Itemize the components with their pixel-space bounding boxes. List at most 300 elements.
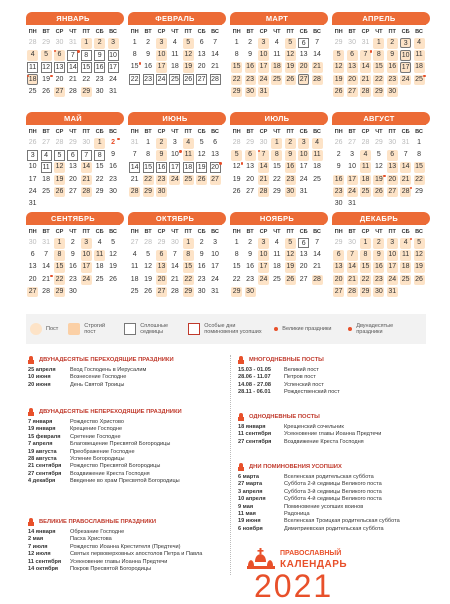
day-cell [359,149,372,161]
day-number: 29 [360,287,371,298]
day-cell [243,61,256,73]
day-number: 9 [94,50,105,61]
day-cell [93,149,106,161]
day-cell [53,186,66,198]
day-number: 27 [68,187,77,195]
day-cell [168,286,181,298]
item-name: Крещение Господне [70,426,123,433]
day-number [129,87,140,98]
day-cell [372,61,385,73]
weekday-label: ПТ [286,129,294,135]
day-number: 17 [299,163,308,171]
day-number: 27 [246,187,254,195]
day-cell [230,37,243,49]
day-number: 28 [400,187,411,198]
day-number: 22 [272,175,281,183]
weekday-label: ПН [334,29,343,35]
weekday-row [332,128,426,137]
day-cell [195,74,208,86]
day-cell [399,149,412,161]
day-cell [257,86,270,98]
day-cell [26,186,39,198]
day-cell [412,161,425,173]
day-number: 8 [234,51,239,59]
item-date: 19 января [28,426,56,433]
day-cell [106,237,119,249]
day-cell [128,249,141,261]
day-cell [297,237,310,249]
day-number: 25 [414,75,425,86]
list-item [238,439,381,446]
item-name: Поминовение усопших воинов [284,503,364,510]
day-cell [26,174,39,186]
day-number: 24 [347,187,358,198]
day-number: 15 [130,63,139,71]
day-number [258,287,269,298]
day-number: 13 [156,262,167,273]
day-number: 20 [387,175,398,186]
weekday-label: СБ [197,129,206,135]
day-cell [257,49,270,61]
item-name: Введение во храм Пресвятой Богородицы [70,478,180,485]
day-cell [26,37,39,49]
day-number: 14 [347,262,358,273]
day-number [183,87,194,98]
day-number: 24 [28,187,37,195]
day-number: 20 [211,164,219,172]
day-cell [80,237,93,249]
day-cell [80,261,93,273]
day-number: 29 [246,139,254,146]
dome-icon [28,518,34,526]
day-grid [128,237,222,298]
day-number: 7 [172,251,177,259]
day-cell [270,74,283,86]
day-cell [53,37,66,49]
day-number: 23 [245,75,256,86]
day-number: 2 [199,239,204,246]
weekday-label: СР [157,229,166,235]
weekday-label: ВТ [348,129,356,135]
month-card [26,212,120,306]
section-fixed-feasts [28,408,182,486]
day-number: 8 [417,151,421,159]
item-date: 12 июля [28,551,51,558]
day-cell [182,61,195,73]
section-title: ВЕЛИКИЕ ПРАВОСЛАВНЫЕ ПРАЗДНИКИ [28,518,202,526]
day-cell [141,161,154,173]
weekday-row [26,228,120,237]
day-cell [297,174,310,186]
item-date: 6 ноября [238,525,263,532]
day-number: 4 [97,239,102,246]
list-item [28,566,202,573]
weekday-label: ВС [109,29,117,35]
day-number: 28 [312,75,323,86]
day-number: 2 [285,138,296,149]
day-number: 24 [109,75,117,83]
day-number: 25 [360,187,371,198]
day-number: 6 [347,50,358,61]
day-number: 7 [315,239,319,246]
day-cell [39,261,52,273]
day-cell [80,61,93,73]
day-number: 12 [414,250,425,261]
day-number: 22 [130,76,139,84]
day-cell [386,237,399,249]
day-number: 29 [231,287,242,298]
day-number: 29 [81,87,92,98]
day-cell [53,237,66,249]
day-cell [386,49,399,61]
item-date: 7 января [28,419,53,425]
day-cell [270,161,283,173]
day-cell [310,286,323,298]
day-cell [243,237,256,249]
day-cell [39,61,52,73]
day-number: 23 [95,75,104,83]
day-cell [359,61,372,73]
day-cell [80,49,93,61]
day-cell [208,186,221,198]
day-number: 30 [334,199,343,207]
day-cell [345,86,358,98]
day-number: 29 [95,187,104,195]
day-number: 8 [271,150,282,161]
day-cell [80,86,93,98]
day-number: 11 [400,250,411,261]
day-number: 21 [258,175,269,186]
weekday-label: ЧТ [171,229,179,235]
day-cell [310,37,323,49]
day-cell [141,237,154,249]
day-number: 28 [211,76,219,84]
day-cell [39,161,52,173]
day-cell [128,237,141,249]
day-number: 9 [146,51,151,59]
day-cell [39,249,52,261]
day-cell [208,149,221,161]
day-number [298,287,309,298]
day-cell [345,137,358,149]
day-cell [141,286,154,298]
day-cell [106,86,119,98]
legend-fast: Пост [30,323,58,335]
day-cell [243,286,256,298]
weekday-label: ЧТ [171,129,179,135]
day-cell [128,186,141,198]
day-cell [243,86,256,98]
day-cell [208,37,221,49]
dome-icon [238,356,244,364]
day-number: 1 [94,138,105,149]
day-cell [230,49,243,61]
weekday-label: ПН [28,29,37,35]
day-cell [270,86,283,98]
month-card [230,112,324,206]
day-cell [66,174,79,186]
day-number [196,187,207,198]
calendar-grid [26,12,426,308]
day-number: 6 [54,50,65,61]
day-number: 28 [232,139,241,146]
day-number: 16 [144,63,152,71]
item-date: 11 мая [238,511,256,518]
item-name: Великий пост [284,367,319,373]
twelve-dot-icon [348,327,352,331]
day-cell [297,161,310,173]
item-date: 10 апреля [238,496,266,503]
weekday-label: СБ [401,129,410,135]
day-number: 26 [28,139,37,146]
day-cell [359,74,372,86]
day-cell [182,161,195,173]
weekday-label: ВС [415,229,423,235]
day-cell [372,149,385,161]
day-cell [128,261,141,273]
day-number: 29 [374,139,383,146]
day-cell [345,49,358,61]
month-title: ОКТЯБРЬ [128,212,222,225]
day-number: 23 [68,275,77,283]
day-number: 7 [213,39,217,46]
day-cell [386,274,399,286]
day-cell [128,61,141,73]
weekday-label: ЧТ [69,29,77,35]
day-number: 26 [333,87,344,98]
day-number: 25 [28,87,37,95]
item-date: 6 марта [238,474,260,480]
day-cell [284,249,297,261]
day-cell [80,149,93,161]
day-number: 31 [299,187,308,195]
day-number: 11 [360,162,371,173]
list-item [28,544,202,551]
day-cell [208,49,221,61]
day-number: 24 [258,75,269,86]
day-cell [53,137,66,149]
day-cell [399,137,412,149]
day-cell [155,74,168,86]
day-number: 28 [68,87,77,95]
day-cell [26,249,39,261]
weekday-label: ВС [109,229,117,235]
day-cell [182,186,195,198]
day-number: 15 [82,64,91,72]
day-number: 14 [81,162,92,173]
day-cell [93,286,106,298]
list-item [238,526,400,533]
month-title: ДЕКАБРЬ [332,212,426,225]
day-cell [182,274,195,286]
day-number: 23 [387,75,398,86]
day-cell [80,37,93,49]
day-cell [386,286,399,298]
day-number: 29 [143,187,154,198]
item-name: Преображение Господне [70,448,135,455]
day-number: 20 [333,275,344,286]
day-cell [182,49,195,61]
day-number: 15 [360,262,371,273]
legend-great: Великие праздники [274,326,338,333]
day-cell [230,237,243,249]
day-cell [359,274,372,286]
day-number: 13 [299,51,308,59]
day-number: 30 [285,187,296,198]
day-cell [208,174,221,186]
day-cell [195,61,208,73]
day-cell [270,137,283,149]
day-cell [66,49,79,61]
dome-icon [28,356,34,364]
day-number: 18 [271,62,282,73]
section-title: ДВУНАДЕСЯТЫЕ НЕПЕРЕХОДЯЩИЕ ПРАЗДНИКИ [28,408,182,416]
day-cell [257,249,270,261]
weekday-row [230,28,324,37]
day-number: 7 [315,39,319,46]
day-number: 27 [27,287,38,298]
day-cell [399,286,412,298]
day-number: 22 [95,175,104,183]
day-cell [284,137,297,149]
day-number [143,87,154,98]
day-number: 31 [387,287,398,298]
month-card [26,12,120,106]
day-cell [332,198,345,210]
day-cell [208,61,221,73]
day-cell [26,49,39,61]
day-number: 13 [211,151,219,159]
day-number [81,287,92,298]
day-number: 19 [414,262,425,273]
day-cell [182,237,195,249]
day-cell [243,174,256,186]
day-cell [66,74,79,86]
day-number: 15 [144,164,152,172]
weekday-row [26,128,120,137]
day-cell [345,174,358,186]
day-cell [332,74,345,86]
day-number [414,87,425,98]
day-number: 12 [197,151,206,159]
item-name: Усекновение главы Иоанна Предтечи [70,558,168,565]
weekday-label: ВТ [42,29,50,35]
day-number: 15 [373,62,384,73]
day-cell [332,174,345,186]
day-cell [230,137,243,149]
day-number: 1 [234,39,239,46]
memorial-swatch-icon [188,323,200,335]
day-number: 11 [183,150,194,161]
day-number: 30 [388,139,397,146]
weekday-row [230,228,324,237]
day-number: 17 [387,262,398,273]
item-name: Успенский пост [284,381,324,388]
day-number: 23 [156,175,167,186]
day-cell [412,286,425,298]
day-cell [386,61,399,73]
day-number: 14 [42,263,50,271]
day-number: 26 [414,275,425,286]
day-cell [155,137,168,149]
weekday-label: СР [55,129,64,135]
day-number: 4 [360,150,371,161]
weekday-label: ЧТ [273,29,281,35]
day-cell [93,49,106,61]
weekday-label: СР [259,229,268,235]
day-number: 25 [95,275,104,283]
weekday-row [128,228,222,237]
day-number [400,287,411,298]
weekday-label: ПН [232,129,241,135]
day-cell [310,249,323,261]
day-number: 10 [81,250,92,261]
weekday-label: ПН [130,29,139,35]
day-number: 6 [213,139,217,146]
weekday-label: СБ [299,29,308,35]
day-number: 5 [285,38,296,49]
day-cell [332,274,345,286]
day-number: 2 [111,139,115,146]
day-number: 30 [109,187,117,195]
day-number: 24 [211,275,219,283]
day-number: 19 [109,263,117,271]
day-number [312,87,323,98]
day-number: 13 [68,163,77,171]
day-cell [359,249,372,261]
item-name: Радоница [284,511,310,518]
day-number: 26 [109,275,117,283]
day-number: 18 [400,262,411,273]
item-name: Вознесение Господне [70,374,127,381]
day-cell [297,249,310,261]
day-cell [243,74,256,86]
day-cell [195,137,208,149]
day-cell [310,274,323,286]
day-cell [155,61,168,73]
month-card [128,12,222,106]
day-cell [310,86,323,98]
weekday-label: ВТ [144,29,152,35]
day-cell [297,86,310,98]
item-date: 25 апреля [28,367,56,373]
item-name: Суббота 3-й седмицы Великого поста [284,488,382,495]
day-number: 17 [258,62,269,73]
item-date: 18 января [238,424,266,430]
day-cell [310,261,323,273]
day-number: 11 [42,164,50,172]
day-cell [372,74,385,86]
day-grid [332,237,426,298]
day-cell [39,37,52,49]
day-number: 22 [414,175,425,186]
day-number: 27 [156,287,167,298]
day-number: 22 [183,275,194,286]
day-number: 18 [170,63,179,71]
day-cell [332,86,345,98]
day-number: 31 [401,139,410,146]
day-number: 3 [298,138,309,149]
day-cell [53,249,66,261]
day-cell [39,186,52,198]
list-item [238,504,400,511]
day-cell [141,37,154,49]
item-name: Воздвижение Креста Господня [70,470,150,477]
day-number: 28 [347,287,358,298]
day-cell [372,37,385,49]
item-name: Рождественский пост [284,389,340,396]
item-date: 20 июня [28,381,51,388]
